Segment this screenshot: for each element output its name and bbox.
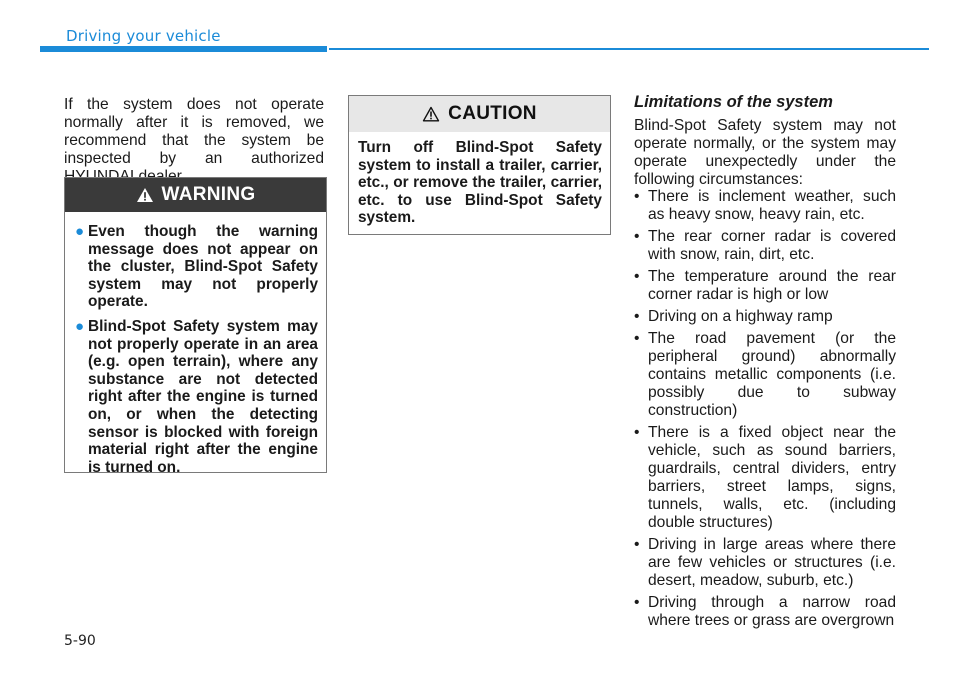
limitations-list: [634, 188, 896, 634]
caution-box: [348, 95, 611, 235]
section-title: Driving your vehicle: [66, 27, 221, 45]
caution-title: CAUTION: [448, 103, 537, 124]
warning-item: ● Even though the warning message does not appear on the cluster, Blind-Spot Safety system may not properly operate.: [75, 223, 318, 311]
warning-box: [64, 177, 327, 476]
list-item: • There is a fixed object near the vehicle, such as sound barriers, guardrails, central dividers, entry barriers, street lamps, signs, tunnels, walls, etc. (including double structures): [634, 424, 896, 531]
header-rule-thin: [329, 48, 929, 50]
limitations-title: Limitations of the system: [634, 93, 833, 111]
list-item: • Driving on a highway ramp: [634, 308, 833, 325]
caution-text: Turn off Blind-Spot Safety system to install a trailer, carrier, etc., or remove the trailer, carrier, etc. to use Blind-Spot Safety system.: [358, 139, 602, 227]
warning-header: [65, 178, 326, 212]
list-item: • The temperature around the rear corner radar is high or low: [634, 268, 896, 303]
list-item: • The rear corner radar is covered with snow, rain, dirt, etc.: [634, 228, 896, 263]
limitations-intro: Blind-Spot Safety system may not operate normally, or the system may operate unexpectedly under the following circumstances:: [634, 117, 896, 188]
bullet-icon: •: [634, 228, 640, 245]
bullet-icon: •: [634, 594, 640, 611]
bullet-icon: •: [634, 308, 640, 325]
bullet-icon: ●: [75, 317, 85, 335]
bullet-icon: •: [634, 330, 640, 347]
warning-triangle-icon: [136, 187, 154, 203]
warning-list: [65, 212, 326, 476]
warning-item: ● Blind-Spot Safety system may not properly operate in an area (e.g. open terrain), where any substance are not detected right after the engine is turned on, or when the detecting sensor is blocked with foreign material right after the engine is turned on.: [75, 317, 318, 476]
bullet-icon: •: [634, 188, 640, 205]
list-item: • Driving through a narrow road where trees or grass are overgrown: [634, 594, 896, 629]
list-item: • Driving in large areas where there are few vehicles or structures (i.e. desert, meadow, suburb, etc.): [634, 536, 896, 589]
list-item: • The road pavement (or the peripheral ground) abnormally contains metallic components (i.e. possibly due to subway construction): [634, 330, 896, 419]
bullet-icon: •: [634, 536, 640, 553]
page-number: 5-90: [64, 633, 96, 649]
caution-triangle-icon: [422, 106, 440, 122]
bullet-icon: •: [634, 268, 640, 285]
warning-title: WARNING: [161, 184, 256, 205]
caution-header: [349, 96, 610, 132]
bullet-icon: •: [634, 424, 640, 441]
list-item: • There is inclement weather, such as heavy snow, heavy rain, etc.: [634, 188, 896, 223]
header-rule-thick: [40, 46, 327, 52]
bullet-icon: ●: [75, 223, 85, 240]
inspection-paragraph: If the system does not operate normally after it is removed, we recommend that the system be inspected by an authorized: [64, 96, 324, 167]
